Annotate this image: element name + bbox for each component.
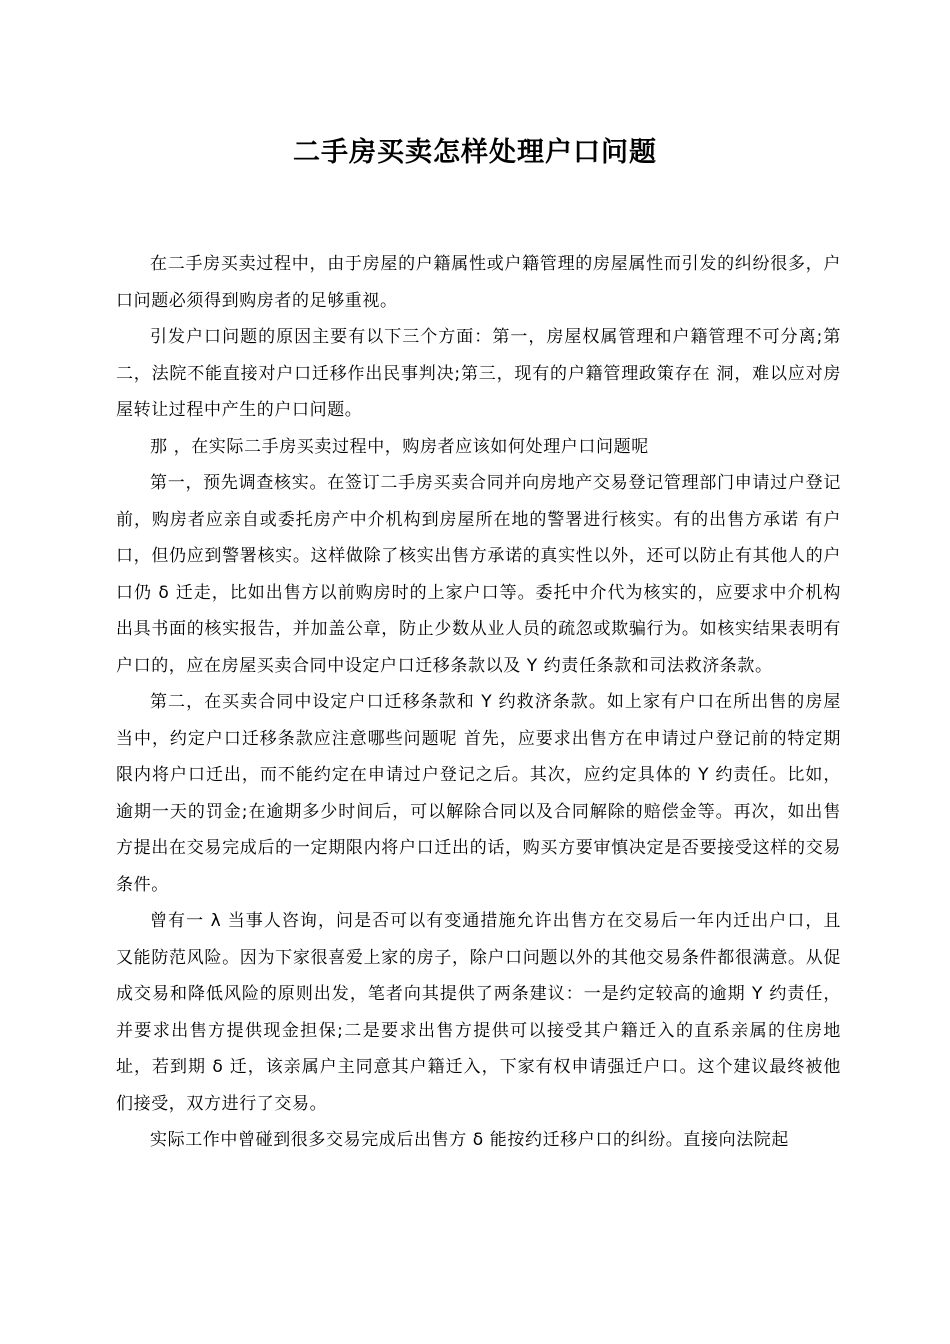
paragraph-intro: 在二手房买卖过程中，由于房屋的户籍属性或户籍管理的房屋属性而引发的纠纷很多，户口问题必须得到购房者的足够重视。	[116, 254, 841, 311]
paragraph-second-step: 第二，在买卖合同中设定户口迁移条款和 Y 约救济条款。如上家有户口在所出售的房屋当中，约定户口迁移条款应注意哪些问题呢 首先，应要求出售方在申请过户登记前的特定期限内将户口迁出，而不能约定在申请过户登记之后。其次，应约定具体的 Y 约责任。比如， 逾期一天的罚金;在逾期多少时间后，可以解除合同以及合同解除的赔偿金等。再次，如出售方提出在交易完成后的一定期限内将户口迁出的话，购买方要审慎决定是否要接受这样的交易条件。	[116, 692, 841, 895]
paragraph-causes: 引发户口问题的原因主要有以下三个方面：第一，房屋权属管理和户籍管理不可分离;第二，法院不能直接对户口迁移作出民事判决;第三，现有的户籍管理政策存在 洞，难以应对房屋转让过程中产生的户口问题。	[116, 327, 841, 420]
paragraph-question: 那 ，在实际二手房买卖过程中，购房者应该如何处理户口问题呢	[150, 436, 649, 457]
paragraph-first-step: 第一，预先调查核实。在签订二手房买卖合同并向房地产交易登记管理部门申请过户登记前，购房者应亲自或委托房产中介机构到房屋所在地的警署进行核实。有的出售方承诺 有户口，但仍应到警署核实。这样做除了核实出售方承诺的真实性以外，还可以防止有其他人的户口仍 δ 迁走，比如出售方以前购房时的上家户口等。委托中介代为核实的，应要求中介机构出具书面的核实报告，并加盖公章，防止少数从业人员的疏忽或欺骗行为。如核实结果表明有户口的，应在房屋买卖合同中设定户口迁移条款以及 Y 约责任条款和司法救济条款。	[116, 473, 841, 676]
paragraph-case-example: 曾有一 λ 当事人咨询，问是否可以有变通措施允许出售方在交易后一年内迁出户口，且又能防范风险。因为下家很喜爱上家的房子，除户口问题以外的其他交易条件都很满意。从促成交易和降低风险的原则出发，笔者向其提供了两条建议：一是约定较高的逾期 Y 约责任，并要求出售方提供现金担保;二是要求出售方提供可以接受其户籍迁入的直系亲属的住房地址，若到期 δ 迁，该亲属户主同意其户籍迁入，下家有权申请强迁户口。这个建议最终被他们接受，双方进行了交易。	[116, 911, 841, 1114]
document-body	[116, 246, 841, 1159]
paragraph-practice: 实际工作中曾碰到很多交易完成后出售方 δ 能按约迁移户口的纠纷。直接向法院起	[150, 1130, 790, 1150]
document-title: 二手房买卖怎样处理户口问题	[293, 137, 657, 168]
